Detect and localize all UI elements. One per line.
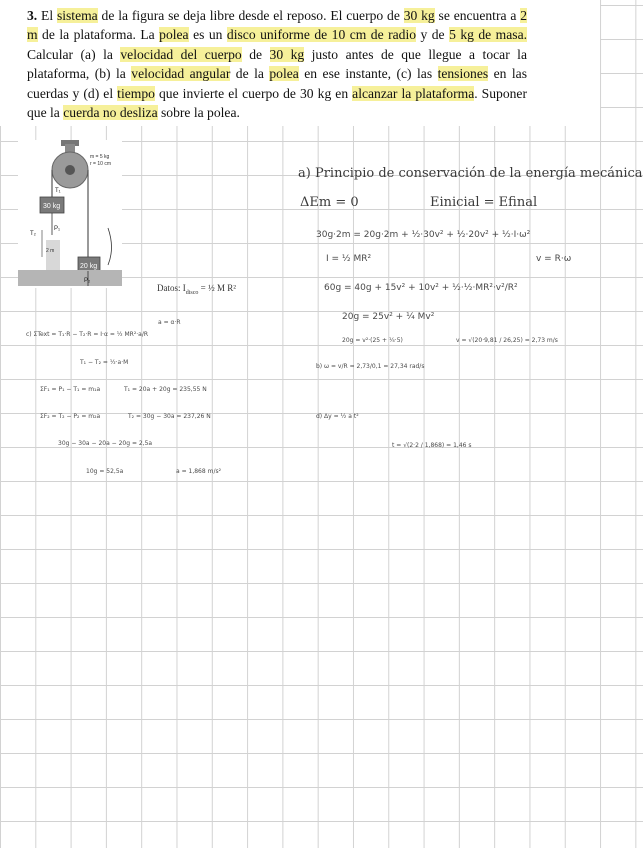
text-run: de la figura se deja libre desde el reposo. El cuerpo de bbox=[97, 8, 404, 23]
hw-c-eq6: 10g = 52,5a bbox=[86, 468, 124, 475]
hw-d-eq2: t = √(2·2 / 1,868) = 1,46 s bbox=[392, 442, 472, 449]
text-run: es un bbox=[188, 27, 227, 43]
radius-label: r = 10 cm bbox=[90, 161, 111, 167]
highlight: cuerda no desliza bbox=[63, 105, 158, 121]
text-run: El bbox=[37, 8, 57, 23]
hw-a-eq1: ΔEm = 0 bbox=[300, 195, 359, 210]
highlight: 5 kg de masa. bbox=[449, 27, 528, 43]
hw-c-eq4b: T₂ = 30g − 30a = 237,26 N bbox=[128, 413, 211, 420]
highlight: polea bbox=[269, 66, 299, 82]
data-note bbox=[157, 283, 236, 296]
height-label: 2 m bbox=[46, 248, 55, 254]
problem-number: 3. bbox=[27, 8, 38, 23]
p2-label: P₂ bbox=[84, 278, 91, 284]
hw-a-eq9: v = √(20·9,81 / 26,25) = 2,73 m/s bbox=[456, 337, 558, 344]
highlight: disco uniforme de 10 cm de radio bbox=[226, 27, 417, 43]
t2-label: T₂ bbox=[30, 231, 36, 237]
hw-c-eq3b: T₁ = 20a + 20g = 235,55 N bbox=[124, 386, 207, 393]
hw-a-eq3: 30g·2m = 20g·2m + ½·30v² + ½·20v² + ½·I·ω² bbox=[316, 230, 531, 240]
highlight: 30 kg bbox=[403, 8, 435, 23]
highlight: tiempo bbox=[117, 85, 155, 101]
hw-a-eq6: 60g = 40g + 15v² + 10v² + ½·½·MR²·v²/R² bbox=[324, 283, 518, 293]
mass-label: m = 5 kg bbox=[90, 154, 110, 160]
highlight: tensiones bbox=[437, 66, 489, 82]
hw-a-eq5: v = R·ω bbox=[536, 254, 572, 264]
highlight: alcanzar la plataforma bbox=[352, 85, 475, 101]
hw-b-eq: b) ω = v/R = 2,73/0,1 = 27,34 rad/s bbox=[316, 363, 425, 370]
hw-c-eq1: c) ΣText = T₁·R − T₂·R = I·α = ½ MR²·a/R bbox=[26, 331, 149, 338]
problem-text bbox=[27, 6, 527, 122]
hw-c-eq3: ΣF₁ = P₁ − T₁ = m₁a bbox=[40, 386, 101, 393]
data-text-rest: = ½ M R² bbox=[198, 283, 236, 293]
text-run: de la plataforma. La bbox=[37, 27, 160, 43]
hw-d-eq1: d) Δy = ½ a t² bbox=[316, 413, 359, 420]
highlight: velocidad angular bbox=[131, 66, 231, 82]
text-run: en ese instante, (c) las bbox=[298, 66, 438, 82]
data-subscript: disco bbox=[185, 289, 199, 296]
text-run: en las cuerdas y (d) el bbox=[27, 66, 528, 101]
pulley-diagram bbox=[18, 140, 122, 288]
hw-c-eq5: 30g − 30a − 20a − 20g = 2,5a bbox=[58, 440, 153, 447]
highlight: sistema bbox=[56, 8, 98, 23]
hw-c-eq2: T₁ − T₂ = ½·a·M bbox=[80, 359, 129, 366]
hw-a-eq8: 20g = v²·(25 + ¼·5) bbox=[342, 337, 403, 344]
hw-a-eq7: 20g = 25v² + ¼ Mv² bbox=[342, 312, 435, 322]
mass30-label: 30 kg bbox=[43, 203, 61, 210]
text-run: y de bbox=[416, 27, 450, 43]
mass20-label: 20 kg bbox=[80, 263, 98, 270]
hw-a-title: a) Principio de conservación de la energía mecánica bbox=[298, 166, 643, 181]
text-run: sobre la polea. bbox=[157, 105, 240, 121]
hw-c-eq6b: a = 1,868 m/s² bbox=[176, 468, 221, 475]
pulley-figure bbox=[18, 140, 122, 288]
text-run: justo antes de que llegue a tocar la plataforma, (b) la bbox=[27, 46, 527, 82]
text-run: que invierte el cuerpo de 30 kg en bbox=[154, 85, 353, 101]
data-text: Datos: I bbox=[157, 283, 186, 293]
text-run: se encuentra a bbox=[434, 8, 521, 23]
text-run: de la bbox=[230, 66, 270, 82]
hw-a-eq4: I = ½ MR² bbox=[326, 254, 372, 264]
hw-c-eq4: ΣF₂ = T₂ − P₂ = m₂a bbox=[40, 413, 101, 420]
hw-c-top: a = α·R bbox=[158, 319, 181, 326]
problem-statement bbox=[0, 0, 600, 126]
hw-a-eq2: Einicial = Efinal bbox=[430, 195, 538, 210]
text-run: . Suponer que la bbox=[27, 85, 527, 121]
highlight: 2 m bbox=[27, 8, 527, 43]
text-run: de bbox=[241, 46, 270, 62]
p1-label: P₁ bbox=[54, 226, 61, 232]
highlight: velocidad del cuerpo bbox=[120, 46, 242, 62]
t1-label: T₁ bbox=[55, 188, 61, 194]
highlight: polea bbox=[159, 27, 189, 43]
text-run: Calcular (a) la bbox=[27, 46, 121, 62]
highlight: 30 kg bbox=[269, 46, 305, 62]
